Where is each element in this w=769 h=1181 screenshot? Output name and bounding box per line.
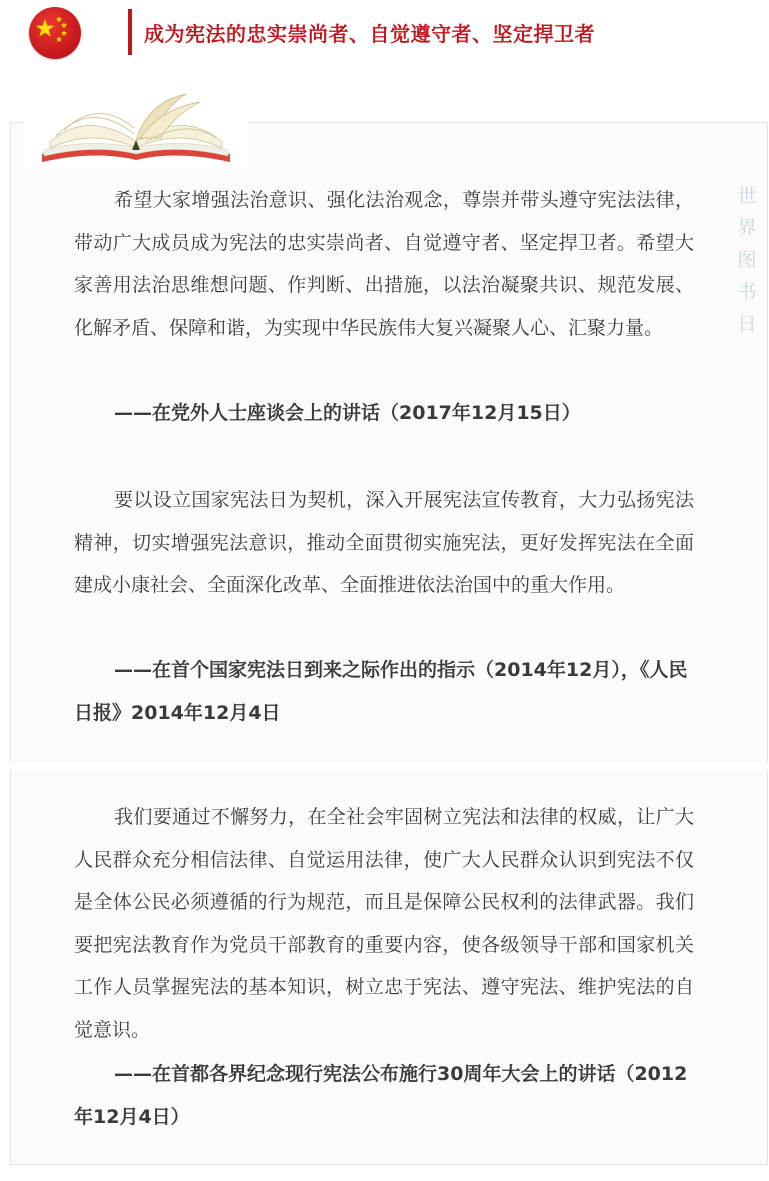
side-label-char: 图 [737,249,757,271]
quote-body: 我们要通过不懈努力，在全社会牢固树立宪法和法律的权威，让广大人民群众充分相信法律、自觉运用法律，使广大人民群众认识到宪法不仅是全体公民必须遵循的行为规范，而且是保障公民权利的法律武器。我们要把宪法教育作为党员干部教育的重要内容，使各级领导干部和国家机关工作人员掌握宪法的基本知识，树立忠于宪法、遵守宪法、维护宪法的自觉意识。 [74,806,694,1041]
quote-source: ——在首个国家宪法日到来之际作出的指示（2014年12月），《人民日报》2014年12月4日 [74,659,688,724]
side-label-char: 世 [737,185,757,207]
page-title: 成为宪法的忠实崇尚者、自觉遵守者、坚定捍卫者 [144,22,595,46]
side-label-char: 日 [737,313,757,335]
quote-source: ——在首都各界纪念现行宪法公布施行30周年大会上的讲话（2012年12月4日） [74,1063,688,1128]
side-label-world-book-day [734,180,760,340]
quote-body: 要以设立国家宪法日为契机，深入开展宪法宣传教育，大力弘扬宪法精神，切实增强宪法意识，推动全面贯彻实施宪法，更好发挥宪法在全面建成小康社会、全面深化改革、全面推进依法治国中的重大作用。 [74,489,694,596]
header [0,0,769,70]
open-book-icon [36,92,236,170]
china-flag-icon [29,7,81,59]
header-accent-bar [128,9,132,55]
side-label-char: 界 [737,217,757,239]
side-label-char: 书 [737,281,757,303]
quote-body: 希望大家增强法治意识、强化法治观念，尊崇并带头遵守宪法法律，带动广大成员成为宪法的忠实崇尚者、自觉遵守者、坚定捍卫者。希望大家善用法治思维想问题、作判断、出措施，以法治凝聚共识、规范发展、化解矛盾、保障和谐，为实现中华民族伟大复兴凝聚人心、汇聚力量。 [74,189,694,339]
quote-source: ——在党外人士座谈会上的讲话（2017年12月15日） [114,402,581,424]
